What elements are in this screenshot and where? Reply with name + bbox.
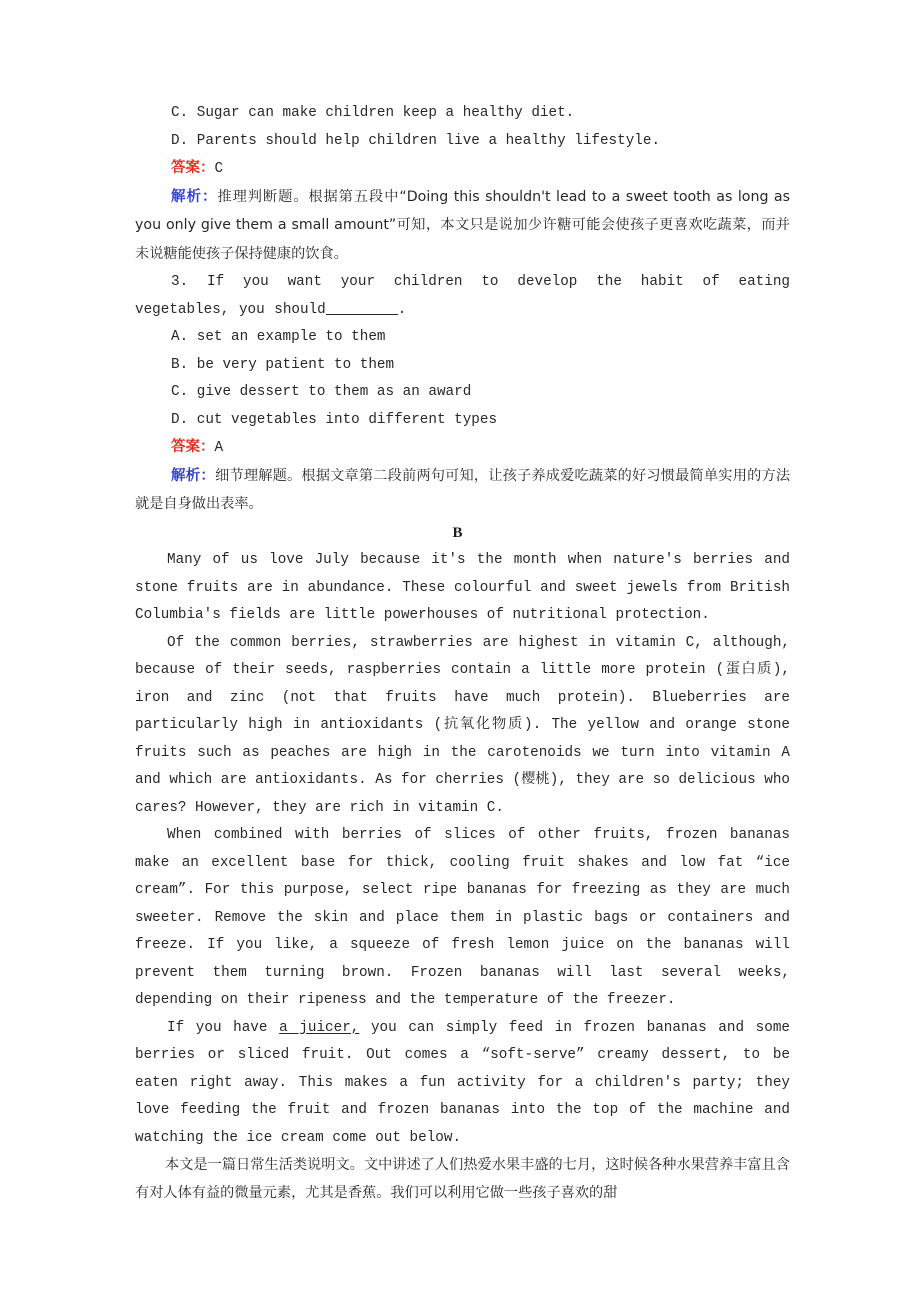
question3-stem-text: If you want your children to develop the habit of eating vegetables, you should	[135, 274, 790, 318]
answer-label: 答案	[171, 439, 200, 455]
answer-separator: ：	[200, 160, 215, 176]
question2-answer-row	[135, 155, 790, 184]
question2-explanation-row	[135, 184, 790, 270]
explain-separator: ：	[201, 188, 218, 205]
passage-paragraph-3: When combined with berries of slices of other fruits, frozen bananas make an excellent base for thick, cooling fruit shakes and low fat “ice cream”. For this purpose, select ripe bananas for freezing as they are much sweeter. Remove the skin and place them in plastic bags or containers and freeze. If you like, a squeeze of fresh lemon juice on the bananas will prevent them turning brown. Frozen bananas will last several weeks, depending on their ripeness and the temperature of the freezer.	[135, 827, 790, 1008]
question3-option-a: A. set an example to them	[171, 329, 386, 345]
paragraph4-post-text: you can simply feed in frozen bananas and some berries or sliced fruit. Out comes a “soft-serve” creamy dessert, to be eaten right away. This makes a fun activity for a children's party; they love feeding the fruit and frozen bananas into the top of the machine and watching the ice cream come out below.	[135, 1019, 790, 1146]
paragraph4-pre-text: If you have	[167, 1019, 280, 1036]
passage-paragraph-2: Of the common berries, strawberries are highest in vitamin C, although, because of their seeds, raspberries contain a little more protein (蛋白质), iron and zinc (not that fruits have much protein). Blueberries are particularly high in antioxidants (抗氧化物质). The yellow and orange stone fruits such as peaches are high in the carotenoids we turn into vitamin A and which are antioxidants. As for cherries (樱桃), they are so delicious who cares? However, they are rich in vitamin C.	[135, 634, 790, 816]
question3-stem	[135, 269, 790, 324]
question3-option-c: C. give dessert to them as an award	[171, 384, 472, 400]
question3-option-d: D. cut vegetables into different types	[171, 411, 498, 428]
question3-answer-row	[135, 434, 790, 463]
question2-option-d: D. Parents should help children live a healthy lifestyle.	[171, 132, 661, 149]
question3-stem-tail: .	[397, 301, 407, 318]
question2-option-c: C. Sugar can make children keep a healthy diet.	[171, 105, 575, 121]
question3-stem-space	[188, 274, 207, 290]
passage-summary-chinese: 本文是一篇日常生活类说明文。文中讲述了人们热爱水果丰盛的七月，这时候各种水果营养丰富且含有对人体有益的微量元素，尤其是香蕉。我们可以利用它做一些孩子喜欢的甜	[135, 1157, 790, 1201]
document-content	[135, 100, 790, 1207]
answer-label: 答案	[171, 160, 200, 176]
paragraph4-underlined-phrase: a juicer,	[279, 1019, 360, 1036]
question3-stem-number: 3.	[171, 274, 189, 290]
explain-separator: ：	[200, 467, 216, 484]
passage-section-letter: B	[452, 524, 463, 541]
question2-explanation-text: 推理判断题。根据第五段中“Doing this shouldn't lead to a sweet tooth as long as you only give them a small amount”可知，本文只是说加少许糖可能会使孩子更喜欢吃蔬菜，而并未说糖能使孩子保持健康的饮食。	[135, 188, 791, 262]
question3-answer-value: A	[214, 440, 224, 456]
explain-label: 解析	[171, 188, 202, 205]
explain-label: 解析	[171, 467, 201, 484]
question2-answer-value: C	[214, 161, 224, 177]
passage-paragraph-4	[135, 1015, 790, 1153]
answer-separator: ：	[200, 439, 215, 455]
question3-blank	[326, 314, 398, 315]
question3-explanation-text: 细节理解题。根据文章第二段前两句可知，让孩子养成爱吃蔬菜的好习惯最简单实用的方法就是自身做出表率。	[135, 467, 791, 512]
passage-paragraph-1: Many of us love July because it's the month when nature's berries and stone fruits are in abundance. These colourful and sweet jewels from British Columbia's fields are little powerhouses of nutritional protection.	[135, 552, 790, 623]
question3-option-b: B. be very patient to them	[171, 356, 395, 373]
question3-explanation-row	[135, 463, 790, 520]
